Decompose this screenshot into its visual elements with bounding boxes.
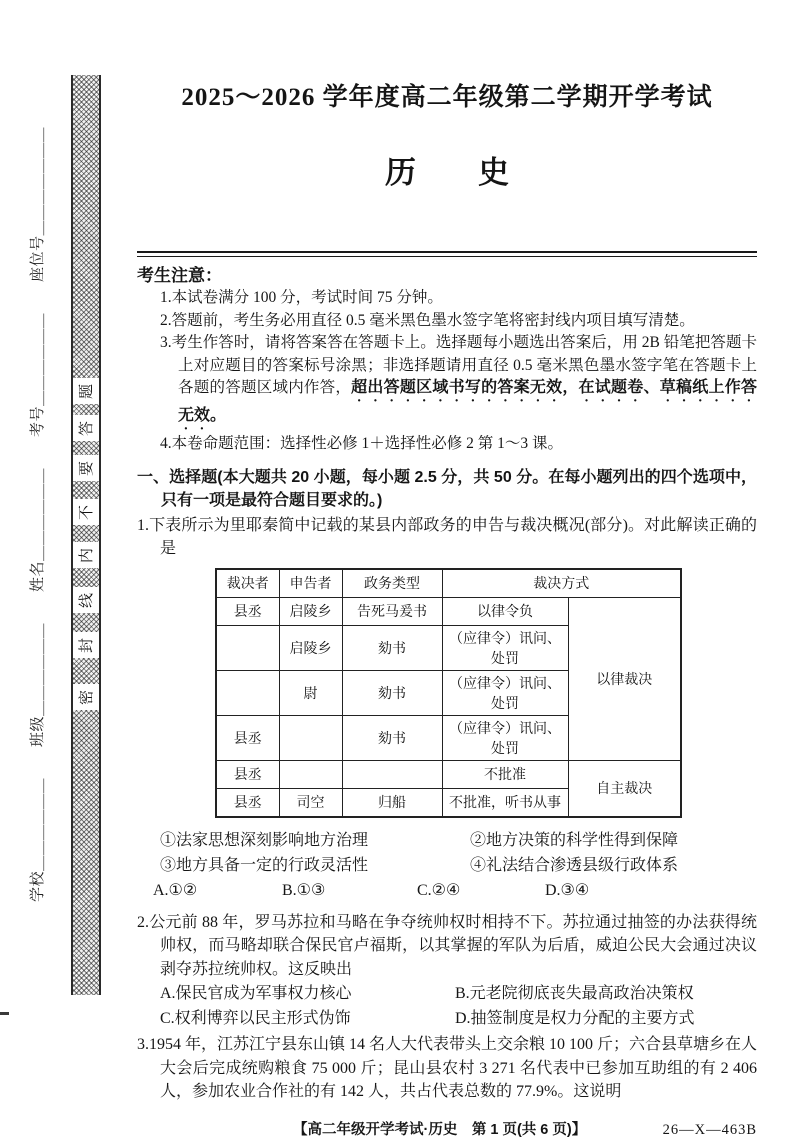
table-row: 县丞 启陵乡 告死马爰书 以律令负 以律裁决 xyxy=(216,597,681,625)
notice-item-3: 3.考生作答时，请将答案答在答题卡上。选择题每小题选出答案后，用 2B 铅笔把答题卡上对应题目的答案标号涂黑；非选择题请用直径 0.5 毫米黑色墨水签字笔在答题卡上各题的答题区域内作答，超出答题区域书写的答案无效，在试题卷、草稿纸上作答无效。 xyxy=(160,334,757,424)
table-header-cell: 裁决者 xyxy=(216,569,279,598)
option-b: B.①③ xyxy=(282,881,326,899)
page-footer xyxy=(137,1118,757,1139)
option-a: A.①② xyxy=(153,881,198,899)
notice-heading: 考生注意： xyxy=(137,266,222,285)
table-header-cell: 裁决方式 xyxy=(442,569,681,598)
seal-char: 密 xyxy=(73,684,99,710)
statement-1: ①法家思想深刻影响地方治理 xyxy=(160,831,369,849)
print-registration-mark xyxy=(0,1012,9,1015)
notice-item-2: 2.答题前，考生务必用直径 0.5 毫米黑色墨水签字笔将密封线内项目填写清楚。 xyxy=(160,311,695,329)
seal-char: 线 xyxy=(73,587,99,613)
section-1-heading: 一、选择题(本大题共 20 小题，每小题 2.5 分，共 50 分。在每小题列出的四个选项中，只有一项是最符合题目要求的。) xyxy=(137,468,757,509)
question-1-options xyxy=(153,878,757,903)
statement-3: ③地方具备一定的行政灵活性 xyxy=(160,856,369,874)
student-info-labels: 学校＿＿＿＿＿＿ 班级＿＿＿＿＿＿ 姓名＿＿＿＿＿＿ 考号＿＿＿＿＿＿ 座位号＿＿＿＿＿＿＿ xyxy=(30,126,46,902)
option-a: A.保民官成为军事权力核心 xyxy=(160,985,352,1002)
notice-item-4: 4.本卷命题范围：选择性必修 1＋选择性必修 2 第 1～3 课。 xyxy=(160,435,564,452)
seal-char: 封 xyxy=(73,632,99,658)
question-1-statements xyxy=(160,828,757,878)
table-header-cell: 申告者 xyxy=(279,569,342,598)
double-rule-divider xyxy=(137,251,757,257)
seal-char: 要 xyxy=(73,455,99,481)
table-category-cell: 以律裁决 xyxy=(568,597,681,760)
seal-char: 不 xyxy=(73,499,99,525)
exam-title: 2025～2026 学年度高二年级第二学期开学考试 xyxy=(181,84,713,111)
table-row: 县丞 不批准 自主裁决 xyxy=(216,760,681,788)
option-b: B.元老院彻底丧失最高政治决策权 xyxy=(455,985,694,1002)
option-d: D.抽签制度是权力分配的主要方式 xyxy=(455,1010,695,1027)
table-row: 县丞 劾书 （应律令）讯问、处罚 xyxy=(216,715,681,760)
statement-4: ④礼法结合渗透县级行政体系 xyxy=(470,856,679,874)
seal-char: 题 xyxy=(73,378,99,404)
seal-char: 答 xyxy=(73,415,99,441)
question-2-stem: 2.公元前 88 年，罗马苏拉和马略在争夺统帅权时相持不下。苏拉通过抽签的办法获得统帅权，而马略却联合保民官卢福斯，以其掌握的军队为后盾，威迫公民大会通过决议剥夺苏拉统帅权。这反映出 xyxy=(137,913,757,978)
statement-2: ②地方决策的科学性得到保障 xyxy=(470,831,679,849)
notice-item-1: 1.本试卷满分 100 分，考试时间 75 分钟。 xyxy=(160,289,443,306)
question-2-options xyxy=(160,981,757,1031)
subject-title: 历 史 xyxy=(385,155,509,190)
table-header-cell: 政务类型 xyxy=(342,569,442,598)
table-category-cell: 自主裁决 xyxy=(568,760,681,817)
table-row: 尉 劾书 （应律令）讯问、处罚 xyxy=(216,670,681,715)
main-content xyxy=(137,75,757,1139)
notice-emphasis-text: 超出答题区域书写的答案无效，在试题卷、草稿纸上作答无效。 xyxy=(178,379,757,424)
option-d: D.③④ xyxy=(545,881,590,899)
footer-page-info: 【高二年级开学考试·历史 第 1 页(共 6 页)】 xyxy=(293,1121,587,1138)
seal-char: 内 xyxy=(73,542,99,568)
table-header-row xyxy=(216,569,681,598)
option-c: C.②④ xyxy=(417,881,461,899)
table-row: 启陵乡 劾书 （应律令）讯问、处罚 xyxy=(216,625,681,670)
question-1-stem: 1.下表所示为里耶秦简中记载的某县内部政务的申告与裁决概况(部分)。对此解读正确的是 xyxy=(137,516,757,557)
table-row: 县丞 司空 归船 不批准，听书从事 xyxy=(216,788,681,817)
option-c: C.权利博弈以民主形式伪饰 xyxy=(160,1010,351,1027)
footer-paper-code: 26—X—463B xyxy=(662,1121,757,1138)
question-3-stem: 3.1954 年，江苏江宁县东山镇 14 名人大代表带头上交余粮 10 100 斤；六合县草塘乡在人大会后完成统购粮食 75 000 斤；昆山县农村 3 271 名代表中已参加互助组的有 2 406 人，参加农业合作社的有 142 人，共占代表总数的 77.9%。这说明 xyxy=(137,1036,758,1100)
question-1-table xyxy=(215,568,682,818)
seal-strip xyxy=(71,75,101,995)
